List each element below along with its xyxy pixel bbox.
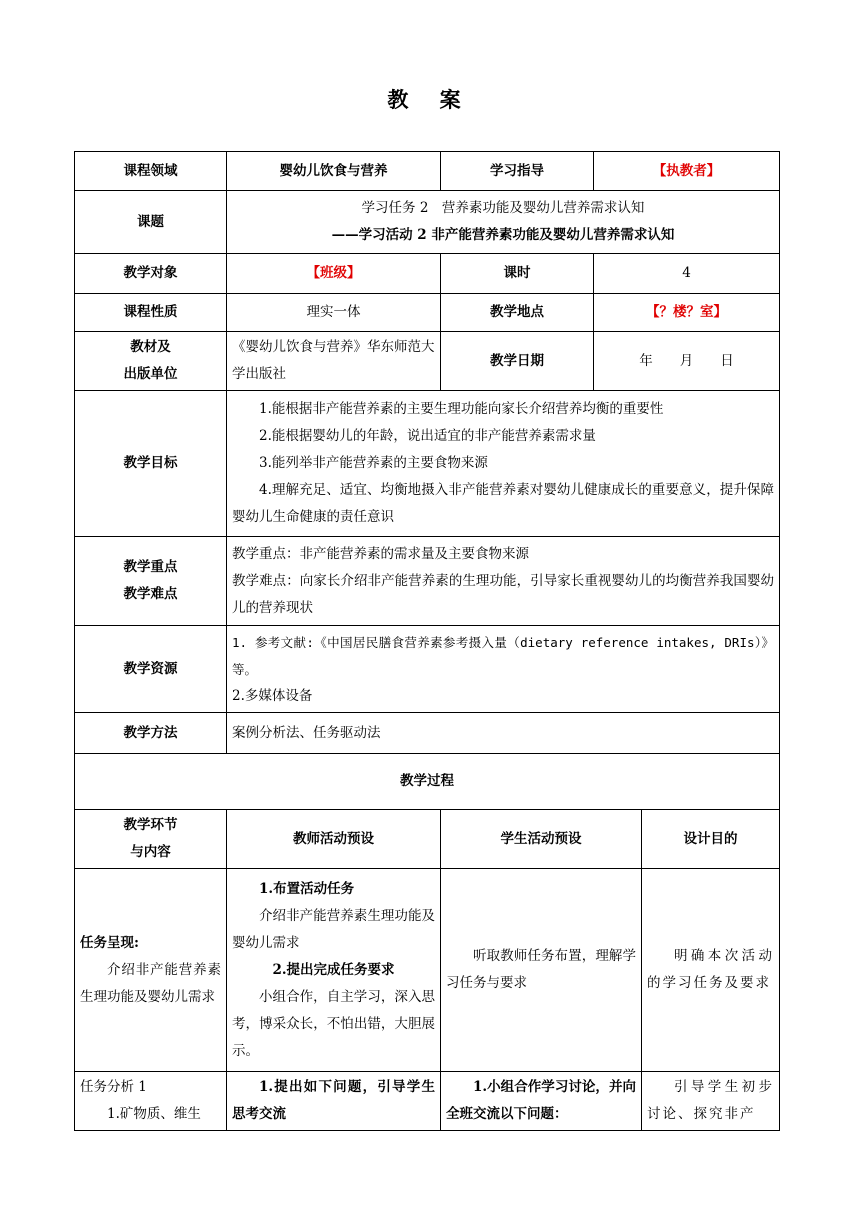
row1-teacher: [227, 869, 441, 1072]
guide-value: 【执教者】: [594, 152, 780, 191]
row-nature: [75, 294, 780, 332]
difficulty-point: 教学难点：向家长介绍非产能营养素的生理功能，引导家长重视婴幼儿的均衡营养我国婴幼儿的营养现状: [232, 572, 774, 616]
row1-teacher-h1: 1.布置活动任务: [259, 880, 355, 897]
methods-value: 案例分析法、任务驱动法: [227, 713, 780, 754]
goal-item: 1.能根据非产能营养素的主要生理功能向家长介绍营养均衡的重要性: [259, 401, 664, 417]
methods-label: 教学方法: [75, 713, 227, 754]
row-textbook: [75, 332, 780, 391]
resources-value: [227, 626, 780, 713]
lesson-plan-table: [74, 151, 780, 1131]
key-points-value: [227, 537, 780, 626]
topic-label: 课题: [75, 191, 227, 254]
page-title: 教 案: [387, 88, 473, 112]
teacher-header: 教师活动预设: [227, 810, 441, 869]
row-topic: [75, 191, 780, 254]
course-field-label: 课程领域: [75, 152, 227, 191]
row2-teacher: 1.提出如下问题，引导学生思考交流: [227, 1072, 441, 1131]
target-value: 【班级】: [227, 254, 441, 294]
stage-header-line2: 与内容: [130, 844, 171, 860]
key-points-label-line2: 教学难点: [123, 586, 178, 602]
purpose-header: 设计目的: [642, 810, 780, 869]
row-resources: [75, 626, 780, 713]
topic-line1: 学习任务 2 营养素功能及婴幼儿营养需求认知: [361, 200, 645, 216]
row-target: [75, 254, 780, 294]
goal-item: 2.能根据婴幼儿的年龄，说出适宜的非产能营养素需求量: [259, 428, 596, 444]
row1-teacher-p2: 小组合作，自主学习，深入思考，博采众长，不怕出错，大胆展示。: [232, 988, 435, 1059]
row-key-points: [75, 537, 780, 626]
textbook-label: [75, 332, 227, 391]
process-row-1: [75, 869, 780, 1072]
row2-stage-title: 任务分析 1: [80, 1079, 147, 1095]
nature-value: 理实一体: [227, 294, 441, 332]
stage-header-line1: 教学环节: [123, 817, 178, 833]
guide-label: 学习指导: [441, 152, 594, 191]
resources-label: 教学资源: [75, 626, 227, 713]
row1-stage-title: 任务呈现:: [80, 934, 139, 951]
row-methods: [75, 713, 780, 754]
location-label: 教学地点: [441, 294, 594, 332]
student-header: 学生活动预设: [441, 810, 642, 869]
row2-stage-body: 1.矿物质、维生: [107, 1106, 201, 1122]
key-points-label-line1: 教学重点: [123, 559, 178, 575]
row1-student: 听取教师任务布置，理解学习任务与要求: [441, 869, 642, 1072]
row2-student: 1.小组合作学习讨论，并向全班交流以下问题：: [441, 1072, 642, 1131]
textbook-label-line2: 出版单位: [123, 366, 178, 382]
date-label: 教学日期: [441, 332, 594, 391]
goals-label: 教学目标: [75, 391, 227, 537]
topic-value: [227, 191, 780, 254]
goal-item: 3.能列举非产能营养素的主要食物来源: [259, 455, 488, 471]
resource-item-2: 2.多媒体设备: [232, 687, 313, 704]
stage-header: [75, 810, 227, 869]
process-row-2: [75, 1072, 780, 1131]
hours-value: 4: [594, 254, 780, 294]
row-process-headers: [75, 810, 780, 869]
process-label: 教学过程: [75, 754, 780, 810]
goal-item: 4.理解充足、适宜、均衡地摄入非产能营养素对婴幼儿健康成长的重要意义，提升保障婴幼儿生命健康的责任意识: [232, 482, 774, 525]
row1-teacher-p1: 介绍非产能营养素生理功能及婴幼儿需求: [232, 907, 435, 951]
topic-line2: ——学习活动 2 非产能营养素功能及婴幼儿营养需求认知: [331, 227, 675, 243]
row-process: [75, 754, 780, 810]
key-point: 教学重点：非产能营养素的需求量及主要食物来源: [232, 545, 529, 562]
key-points-label: [75, 537, 227, 626]
row-course-field: [75, 152, 780, 191]
location-value: 【？楼？室】: [594, 294, 780, 332]
resource-item-1: 1. 参考文献:《中国居民膳食营养素参考摄入量（dietary reference intakes, DRIs）》等。: [232, 634, 774, 677]
row2-purpose: 引导学生初步讨论、探究非产: [642, 1072, 780, 1131]
nature-label: 课程性质: [75, 294, 227, 332]
textbook-value: 《婴幼儿饮食与营养》华东师范大学出版社: [227, 332, 441, 391]
row2-stage: [75, 1072, 227, 1131]
row1-stage-body: 介绍非产能营养素生理功能及婴幼儿需求: [80, 961, 221, 1005]
course-field-value: 婴幼儿饮食与营养: [227, 152, 441, 191]
textbook-label-line1: 教材及: [130, 339, 171, 355]
row1-stage: [75, 869, 227, 1072]
goals-list: [227, 391, 780, 537]
date-value: 年 月 日: [594, 332, 780, 391]
row1-teacher-h2: 2.提出完成任务要求: [272, 961, 395, 978]
row1-purpose: 明确本次活动的学习任务及要求: [642, 869, 780, 1072]
hours-label: 课时: [441, 254, 594, 294]
row-goals: [75, 391, 780, 537]
target-label: 教学对象: [75, 254, 227, 294]
